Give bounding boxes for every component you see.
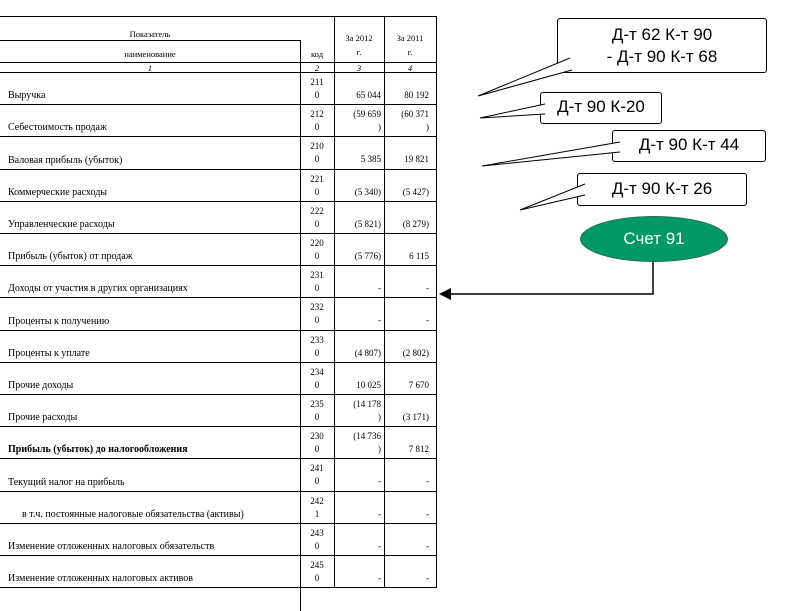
row-value-2012: 5 385 xyxy=(360,154,381,165)
row-code-top: 221 xyxy=(310,173,324,184)
row-label: Валовая прибыль (убыток) xyxy=(8,154,123,166)
row-label: Прочие расходы xyxy=(8,412,78,424)
row-code-top: 232 xyxy=(310,302,324,313)
row-value-2011: 80 192 xyxy=(404,90,429,100)
row-code-bottom: 0 xyxy=(314,540,320,551)
row-label: Выручка xyxy=(8,90,46,102)
row-code-top: 233 xyxy=(310,334,324,345)
row-value-2012: - xyxy=(378,315,381,326)
row-code-top: 220 xyxy=(310,238,324,248)
row-value-2011: - xyxy=(426,540,429,551)
annotation-box-commercial: Д-т 90 К-т 44 xyxy=(612,130,766,162)
col-number-2: 2 xyxy=(314,63,320,73)
row-code-bottom: 0 xyxy=(314,283,320,294)
row-value-2012: - xyxy=(378,476,381,487)
callout-cost xyxy=(480,104,545,118)
row-label: Управленческие расходы xyxy=(8,218,115,230)
row-label: Текущий налог на прибыль xyxy=(8,476,125,488)
row-value-2012: - xyxy=(378,508,381,519)
annotation-box-management: Д-т 90 К-т 26 xyxy=(577,173,747,206)
row-value-2012: (4 807) xyxy=(354,347,381,358)
row-value-2012: (5 821) xyxy=(354,218,381,229)
row-code-top: 235 xyxy=(310,399,324,409)
row-value-2012-top: (14 178 xyxy=(353,399,381,409)
callout-revenue xyxy=(478,58,572,96)
row-code-top: 231 xyxy=(310,270,324,281)
callout-commercial xyxy=(482,142,620,166)
callout-management xyxy=(520,184,585,210)
row-code-top: 245 xyxy=(310,560,324,570)
row-code-bottom: 0 xyxy=(314,444,320,455)
header-year-2011-suffix: г. xyxy=(407,47,413,57)
row-value-2011: (3 171) xyxy=(402,412,429,422)
row-label: Коммерческие расходы xyxy=(8,186,108,198)
annotation-ellipse-account-91: Счет 91 xyxy=(580,216,728,262)
row-label: Прибыль (убыток) от продаж xyxy=(8,251,133,263)
row-value-2011: - xyxy=(426,573,429,583)
row-value-2011: - xyxy=(426,315,429,326)
annotation-box-revenue-line1: Д-т 62 К-т 90 xyxy=(611,25,713,44)
row-label: в т.ч. постоянные налоговые обязательства (активы) xyxy=(22,508,244,520)
row-code-top: 230 xyxy=(310,431,324,442)
arrow-account-91 xyxy=(442,262,653,294)
row-value-2011: - xyxy=(426,508,429,519)
row-code-bottom: 0 xyxy=(314,218,320,229)
header-year-2011: За 2011 xyxy=(396,33,424,43)
row-code-top: 212 xyxy=(310,109,324,120)
header-year-2012-suffix: г. xyxy=(356,47,362,57)
row-value-2011: 19 821 xyxy=(404,154,429,165)
header-code: код xyxy=(310,49,324,59)
row-code-bottom: 0 xyxy=(314,122,320,133)
row-value-2011: 6 115 xyxy=(409,251,429,261)
row-code-bottom: 0 xyxy=(314,347,320,358)
row-code-top: 222 xyxy=(310,205,324,216)
row-value-2011: (2 802) xyxy=(402,347,429,358)
row-code-bottom: 0 xyxy=(314,251,320,261)
row-code-top: 241 xyxy=(310,463,324,474)
header-year-2012: За 2012 xyxy=(345,33,373,43)
row-label: Доходы от участия в других организациях xyxy=(8,283,188,295)
row-code-bottom: 0 xyxy=(314,476,320,487)
col-number-1: 1 xyxy=(147,63,153,73)
row-value-2011: 7 812 xyxy=(408,444,429,455)
row-code-top: 242 xyxy=(310,495,324,506)
header-name: наименование xyxy=(124,49,176,59)
row-code-bottom: 0 xyxy=(314,573,320,583)
row-label: Изменение отложенных налоговых активов xyxy=(8,573,194,585)
row-value-2012-top: (59 659 xyxy=(353,109,381,120)
row-code-top: 243 xyxy=(310,527,324,538)
row-value-2011: - xyxy=(426,283,429,294)
row-value-2012: 10 025 xyxy=(356,379,381,390)
row-code-bottom: 0 xyxy=(314,90,320,100)
row-value-2012: ) xyxy=(378,444,381,455)
row-code-bottom: 0 xyxy=(314,315,320,326)
row-code-bottom: 0 xyxy=(314,186,320,197)
row-label: Проценты к уплате xyxy=(8,347,90,359)
row-label: Изменение отложенных налоговых обязательств xyxy=(8,540,215,552)
row-value-2012-top: (14 736 xyxy=(353,431,381,442)
row-code-top: 210 xyxy=(310,141,324,152)
row-value-2012: (5 776) xyxy=(354,251,381,261)
row-value-2012: ) xyxy=(378,412,381,422)
row-value-2012: - xyxy=(378,283,381,294)
row-code-bottom: 0 xyxy=(314,412,320,422)
row-label: Прочие доходы xyxy=(8,379,74,391)
col-number-4: 4 xyxy=(407,63,413,73)
row-code-bottom: 0 xyxy=(314,154,320,165)
row-value-2011: 7 670 xyxy=(408,379,429,390)
row-value-2011: - xyxy=(426,476,429,487)
row-label: Проценты к получению xyxy=(8,315,110,327)
row-code-top: 211 xyxy=(310,77,324,87)
row-label: Себестоимость продаж xyxy=(8,122,107,134)
row-value-2011-top: (60 371 xyxy=(401,109,429,120)
col-number-3: 3 xyxy=(356,63,362,73)
row-code-top: 234 xyxy=(310,366,324,377)
row-value-2012: 65 044 xyxy=(356,90,381,100)
annotation-box-revenue-line2: - Д-т 90 К-т 68 xyxy=(606,47,718,66)
row-value-2012: ) xyxy=(378,122,381,133)
row-label: Прибыль (убыток) до налогообложения xyxy=(8,444,188,456)
row-value-2012: (5 340) xyxy=(354,186,381,197)
row-value-2012: - xyxy=(378,540,381,551)
row-value-2011: (8 279) xyxy=(402,218,429,229)
row-value-2011: (5 427) xyxy=(402,186,429,197)
row-value-2011: ) xyxy=(426,122,429,133)
row-code-bottom: 0 xyxy=(314,379,320,390)
row-value-2012: - xyxy=(378,573,381,583)
row-code-bottom: 1 xyxy=(314,508,320,519)
annotation-box-cost: Д-т 90 К-20 xyxy=(540,92,662,124)
header-indicator: Показатель xyxy=(129,29,171,39)
